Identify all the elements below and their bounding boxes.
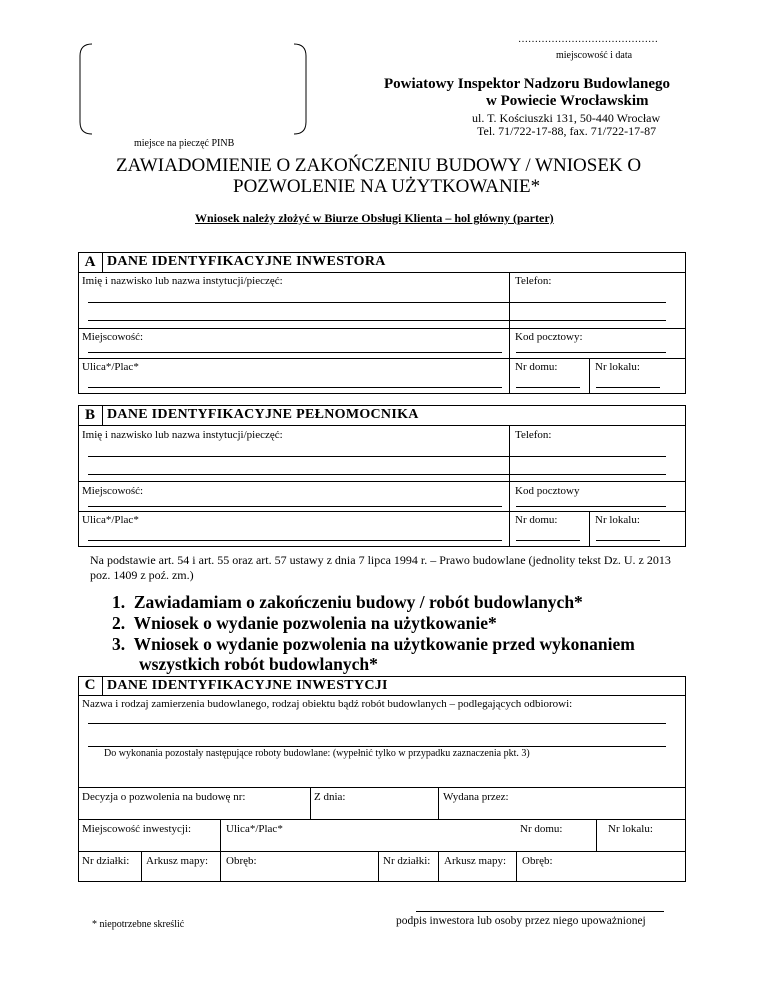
option-3-text: Wniosek o wydanie pozwolenia na użytkowanie przed wykonaniem (133, 634, 635, 654)
office-name: Powiatowy Inspektor Nadzoru Budowlanego (384, 76, 671, 92)
section-b-letter: B (84, 407, 95, 423)
option-3-number: 3. (112, 634, 126, 654)
section-c-title: DANE IDENTYFIKACYJNE INWESTYCJI (107, 678, 388, 693)
investment-city-label: Miejscowość inwestycji: (82, 823, 192, 835)
proxy-phone-label: Telefon: (515, 429, 552, 441)
investor-city-field[interactable] (88, 352, 502, 353)
proxy-name-label: Imię i nazwisko lub nazwa instytucji/pieczęć: (82, 429, 283, 441)
map-sheet-label-2: Arkusz mapy: (444, 855, 507, 867)
investor-name-label: Imię i nazwisko lub nazwa instytucji/pieczęć: (82, 275, 283, 287)
investment-desc-label: Nazwa i rodzaj zamierzenia budowlanego, rodzaj obiektu bądź robót budowlanych – podlegających odbiorowi: (82, 698, 573, 710)
date-label: miejscowość i data (556, 50, 633, 61)
page-title-line1: ZAWIADOMIENIE O ZAKOŃCZENIU BUDOWY / WNIOSEK O (116, 155, 642, 176)
investor-name-field[interactable] (88, 302, 666, 303)
investment-desc-field-2[interactable] (88, 746, 666, 747)
investor-house-label: Nr domu: (515, 361, 558, 373)
option-3-continuation: wszystkich robót budowlanych* (139, 654, 378, 674)
investment-desc-field[interactable] (88, 723, 666, 724)
signature-label: podpis inwestora lub osoby przez niego upoważnionej (396, 915, 646, 927)
legal-basis-line1: Na podstawie art. 54 i art. 55 oraz art. 57 ustawy z dnia 7 lipca 1994 r. – Prawo budowlane (jednolity tekst Dz. U. z 2013 (90, 553, 671, 567)
proxy-flat-label: Nr lokalu: (595, 514, 640, 526)
legal-basis-line2: poz. 1409 z poź. zm.) (90, 568, 194, 582)
signature-line[interactable] (416, 911, 664, 912)
proxy-city-field[interactable] (88, 506, 502, 507)
investor-street-field[interactable] (88, 387, 502, 388)
permit-date-label: Z dnia: (314, 791, 346, 803)
date-dots: …………………………………… (518, 34, 658, 45)
permit-issuer-label: Wydana przez: (443, 791, 509, 803)
option-2[interactable] (112, 613, 497, 634)
plot-number-label: Nr działki: (82, 855, 130, 867)
proxy-house-label: Nr domu: (515, 514, 558, 526)
map-sheet-label: Arkusz mapy: (146, 855, 209, 867)
investor-flat-label: Nr lokalu: (595, 361, 640, 373)
office-address: ul. T. Kościuszki 131, 50-440 Wrocław (472, 111, 661, 125)
investment-flat-label: Nr lokalu: (608, 823, 653, 835)
proxy-postal-field[interactable] (516, 506, 666, 507)
investor-house-field[interactable] (516, 387, 580, 388)
stamp-label: miejsce na pieczęć PINB (134, 138, 235, 149)
investor-city-label: Miejscowość: (82, 331, 144, 343)
proxy-flat-field[interactable] (596, 540, 660, 541)
option-1-number: 1. (112, 592, 126, 612)
section-a-title: DANE IDENTYFIKACYJNE INWESTORA (107, 254, 386, 269)
investor-postal-field[interactable] (516, 352, 666, 353)
investor-street-label: Ulica*/Plac* (82, 361, 139, 373)
investor-name-field-2[interactable] (88, 320, 666, 321)
option-2-number: 2. (112, 613, 126, 633)
option-1-text: Zawiadamiam o zakończeniu budowy / robót budowlanych* (133, 592, 583, 612)
proxy-house-field[interactable] (516, 540, 580, 541)
strike-note: * niepotrzebne skreślić (92, 919, 185, 930)
proxy-street-label: Ulica*/Plac* (82, 514, 139, 526)
investor-postal-label: Kod pocztowy: (515, 331, 583, 343)
permit-decision-label: Decyzja o pozwolenia na budowę nr: (82, 791, 246, 803)
stamp-bracket-icon (78, 42, 308, 136)
precinct-label-2: Obręb: (522, 855, 553, 867)
proxy-city-label: Miejscowość: (82, 485, 144, 497)
plot-number-label-2: Nr działki: (383, 855, 431, 867)
proxy-name-field-2[interactable] (88, 474, 666, 475)
section-c-letter: C (84, 677, 96, 693)
office-phone: Tel. 71/722-17-88, fax. 71/722-17-87 (477, 124, 657, 138)
precinct-label: Obręb: (226, 855, 257, 867)
proxy-postal-label: Kod pocztowy (515, 485, 580, 497)
remaining-works-label: Do wykonania pozostały następujące roboty budowlane: (wypełnić tylko w przypadku zaznaczenia pkt. 3) (104, 748, 530, 759)
investor-phone-label: Telefon: (515, 275, 552, 287)
option-3[interactable] (112, 634, 635, 655)
proxy-name-field[interactable] (88, 456, 666, 457)
investment-house-label: Nr domu: (520, 823, 563, 835)
submission-notice: Wniosek należy złożyć w Biurze Obsługi Klienta – hol główny (parter) (195, 211, 554, 225)
option-1[interactable] (112, 592, 583, 613)
investment-street-label: Ulica*/Plac* (226, 823, 283, 835)
investor-flat-field[interactable] (596, 387, 660, 388)
proxy-street-field[interactable] (88, 540, 502, 541)
page-title-line2: POZWOLENIE NA UŻYTKOWANIE* (233, 176, 541, 197)
section-a-letter: A (84, 254, 96, 270)
section-b-title: DANE IDENTYFIKACYJNE PEŁNOMOCNIKA (107, 407, 419, 422)
office-region: w Powiecie Wrocławskim (486, 93, 649, 109)
option-2-text: Wniosek o wydanie pozwolenia na użytkowanie* (133, 613, 497, 633)
